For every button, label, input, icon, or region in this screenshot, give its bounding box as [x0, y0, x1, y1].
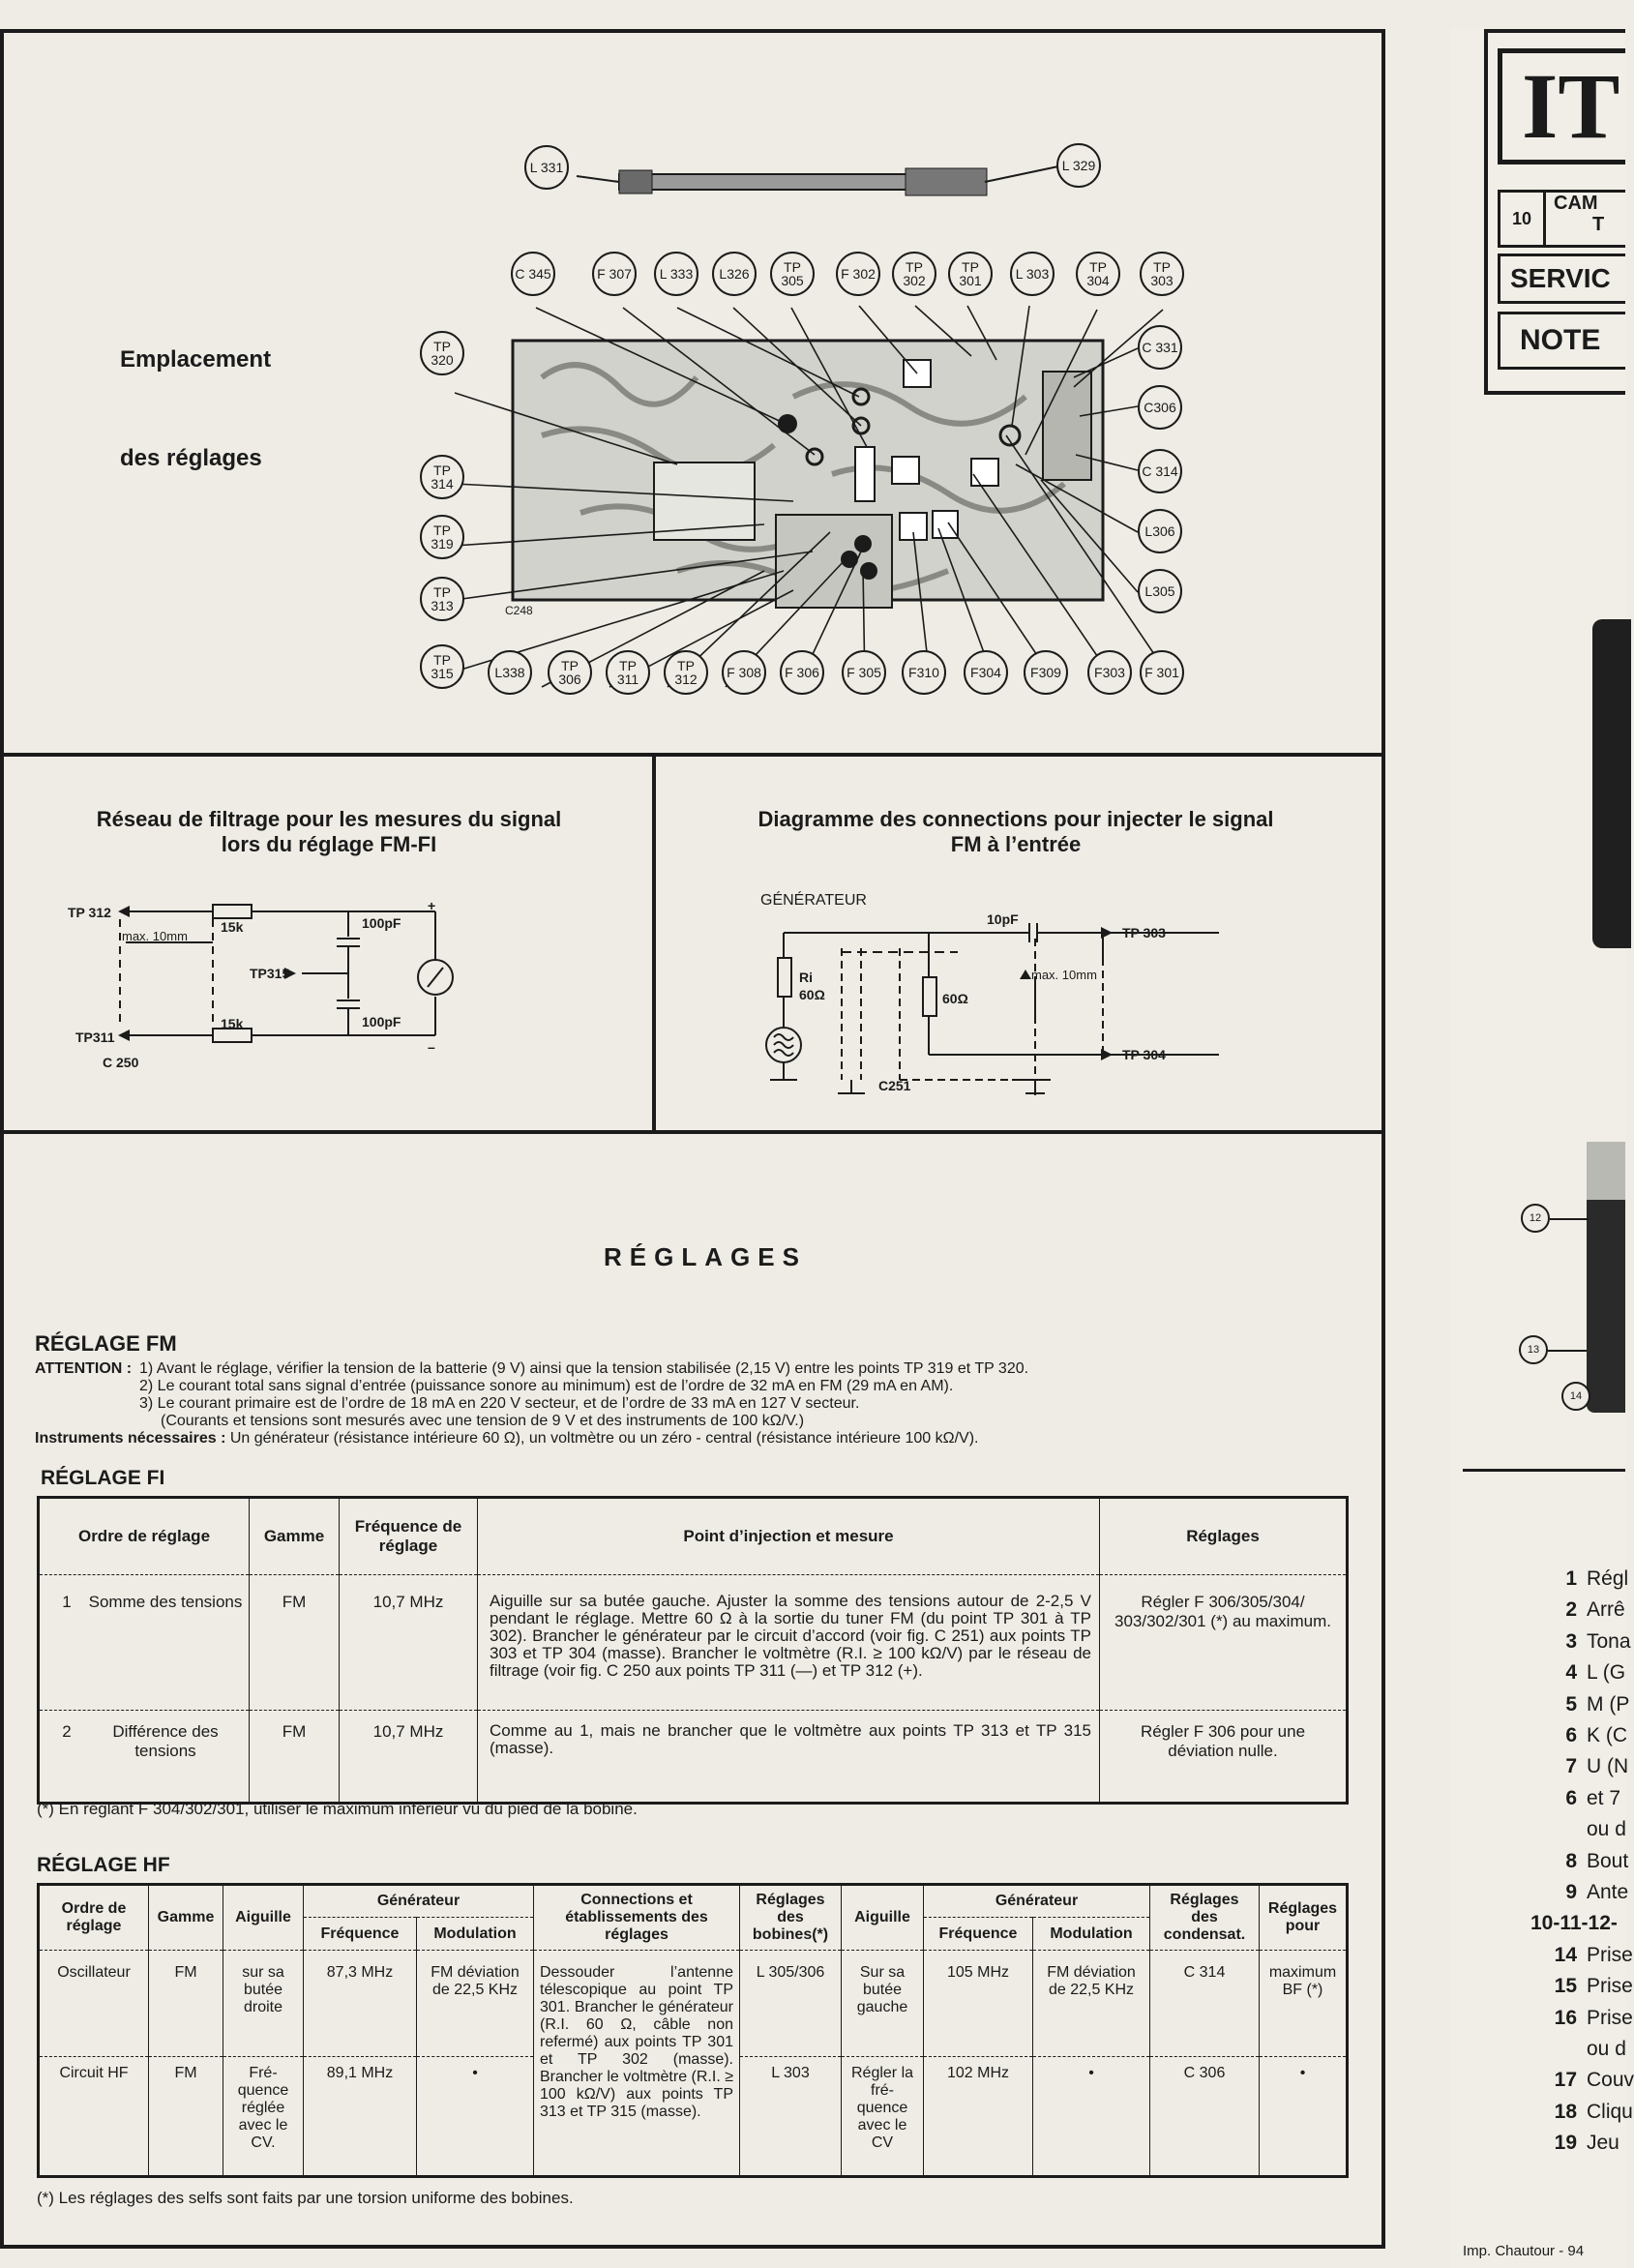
hf-header-frequence: Fréquence — [304, 1918, 417, 1951]
callout-left-tp320: TP 320 — [420, 331, 464, 375]
fi-row-2-point: Comme au 1, mais ne brancher que le voltmètre aux points TP 313 et TP 315 (masse). — [478, 1711, 1100, 1804]
filter-network-title: Réseau de filtrage pour les mesures du signal lors du réglage FM-FI — [96, 807, 562, 856]
callout-13-leader — [1548, 1350, 1587, 1352]
pcb-diagram — [0, 29, 1385, 753]
right-item: 1 Régl — [1565, 1567, 1629, 1590]
instruments-text: Un générateur (résistance intérieure 60 Ω), un voltmètre ou un zéro - central (résistance intérieure 100 kΩ/V). — [229, 1430, 979, 1447]
hf-row-2-gamme: FM — [149, 2057, 223, 2177]
hf-row-2-aiguille: Fré- quence réglée avec le CV. — [223, 2057, 304, 2177]
right-item: ou d — [1587, 1818, 1626, 1841]
callout-bottom-f303: F303 — [1087, 650, 1132, 695]
label-max-10mm: max. 10mm — [122, 929, 188, 943]
hf-connections-cell — [534, 1951, 740, 2177]
right-item: 9 Ante — [1565, 1881, 1629, 1903]
board-title-2: des réglages — [120, 445, 262, 471]
radio-handle — [1587, 1142, 1625, 1200]
callout-bottom-tp311: TP 311 — [606, 650, 650, 695]
fi-row-1-gamme: FM — [250, 1575, 340, 1711]
right-item: 15 Prise — [1554, 1975, 1633, 1998]
hf-header-aiguille-2: Aiguille — [842, 1885, 924, 1951]
callout-right-l306: L306 — [1138, 509, 1182, 553]
label-plus: + — [428, 898, 436, 913]
reglages-title: RÉGLAGES — [604, 1242, 807, 1271]
callout-row-f302: F 302 — [836, 252, 880, 296]
fi-row-2-n: 2 — [62, 1722, 72, 1741]
hf-row-1-freq-2: 105 MHz — [924, 1951, 1033, 2057]
hf-row-1-mod-2: FM déviation de 22,5 KHz — [1033, 1951, 1150, 2057]
label-c250: C 250 — [103, 1055, 139, 1070]
hf-row-2-pour: • — [1260, 2057, 1348, 2177]
attention-label: ATTENTION : — [35, 1360, 133, 1377]
imprint: Imp. Chautour - 94 — [1463, 2243, 1585, 2259]
label-ri: Ri — [799, 970, 813, 985]
logo-text: IT — [1522, 54, 1620, 158]
callout-bottom-tp306: TP 306 — [548, 650, 592, 695]
callout-13: 13 — [1519, 1335, 1548, 1364]
callout-bottom-l338: L338 — [488, 650, 532, 695]
note-label: NOTE — [1498, 312, 1625, 370]
hf-header-pour: Réglages pour — [1260, 1885, 1348, 1951]
callout-bottom-f301: F 301 — [1140, 650, 1184, 695]
label-tp304: TP 304 — [1122, 1047, 1166, 1062]
hf-row-1-mod: FM déviation de 22,5 KHz — [417, 1951, 534, 2057]
hf-header-aiguille: Aiguille — [223, 1885, 304, 1951]
issue-number: 10 — [1500, 193, 1546, 245]
callout-l329: L 329 — [1056, 143, 1101, 188]
fi-row-1 — [39, 1575, 1348, 1711]
hf-row-1-conn: Dessouder l’antenne télescopique au point TP 301. Brancher le générateur (R.I. 60 Ω, câble non refermé) aux points TP 301 et TP 302 (masse). — [540, 1964, 733, 2068]
right-item: 2 Arrê — [1565, 1598, 1625, 1622]
fi-header-point: Point d’injection et mesure — [478, 1498, 1100, 1575]
callout-row-tp302: TP 302 — [892, 252, 936, 296]
hf-row-1-ordre: Oscillateur — [57, 1964, 131, 1981]
right-item: 5 M (P — [1565, 1692, 1630, 1716]
hf-row-1-gamme: FM — [149, 1951, 223, 2057]
right-item: 14 Prise — [1554, 1943, 1633, 1966]
callout-12-leader — [1550, 1218, 1589, 1220]
label-15k-top: 15k — [221, 919, 244, 935]
label-100pf-bottom: 100pF — [362, 1014, 401, 1030]
callout-bottom-f309: F309 — [1024, 650, 1068, 695]
callout-row-c345: C 345 — [511, 252, 555, 296]
fi-header-gamme: Gamme — [250, 1498, 340, 1575]
hf-header-condensat: Réglages des condensat. — [1150, 1885, 1260, 1951]
right-item: 4 L (G — [1565, 1661, 1626, 1685]
attention-line-3: 3) Le courant primaire est de l’ordre de 18 mA en 220 V secteur, et de l’ordre de 33 mA en 127 V secteur. — [139, 1395, 860, 1412]
board-title-1: Emplacement — [120, 346, 272, 373]
label-tp312: TP 312 — [68, 905, 111, 920]
fi-header-frequence: Fréquence de réglage — [340, 1498, 478, 1575]
fi-header-ordre: Ordre de réglage — [39, 1498, 250, 1575]
attention-line-2: 2) Le courant total sans signal d’entrée (puissance sonore au minimum) est de l’ordre de 32 mA en FM (29 mA en AM). — [139, 1378, 954, 1394]
filter-network-diagram — [58, 890, 600, 1084]
right-item: 19 Jeu — [1554, 2132, 1619, 2155]
label-15k-bottom: 15k — [221, 1016, 244, 1031]
attention-line-1: 1) Avant le réglage, vérifier la tension de la batterie (9 V) ainsi que la tension stabilisée (2,15 V) entre les points TP 319 et TP 320. — [139, 1360, 1029, 1377]
hf-table — [37, 1883, 1349, 2178]
divider-2 — [0, 1130, 1385, 1134]
fi-row-2-gamme: FM — [250, 1711, 340, 1804]
hf-header-connections: Connections et établissements des réglages — [534, 1885, 740, 1951]
fi-row-1-reglages: Régler F 306/305/304/ 303/302/301 (*) au maximum. — [1100, 1575, 1348, 1711]
reglage-fi-heading: RÉGLAGE FI — [41, 1467, 165, 1489]
callout-12: 12 — [1521, 1204, 1550, 1233]
right-item: 10-11-12- — [1530, 1912, 1618, 1935]
hf-row-2-bob: L 303 — [740, 2057, 842, 2177]
callout-row-l303: L 303 — [1010, 252, 1055, 296]
fi-row-2-freq: 10,7 MHz — [340, 1711, 478, 1804]
callout-14: 14 — [1561, 1382, 1590, 1411]
hf-row-2-ordre: Circuit HF — [59, 2065, 129, 2081]
hf-row-1-aiguille: sur sa butée droite — [223, 1951, 304, 2057]
cable-l331-l329 — [577, 166, 1058, 195]
hf-row-2-freq: 89,1 MHz — [304, 2057, 417, 2177]
hf-header-generateur-2: Générateur — [924, 1885, 1150, 1918]
hf-row-1-aiguille-2: Sur sa butée gauche — [842, 1951, 924, 2057]
right-item: 18 Cliqu — [1554, 2100, 1633, 2123]
hf-row-2-mod-2: • — [1033, 2057, 1150, 2177]
issue-text-2: T — [1592, 214, 1605, 235]
label-max-10mm-2: max. 10mm — [1031, 968, 1097, 982]
callout-bottom-tp312: TP 312 — [664, 650, 708, 695]
instruments-label: Instruments nécessaires : — [35, 1430, 226, 1447]
right-item: 7 U (N — [1565, 1755, 1629, 1778]
right-item: 17 Couv — [1554, 2069, 1634, 2092]
label-minus: – — [428, 1039, 435, 1055]
hf-row-2-aiguille-2: Régler la fré- quence avec le CV — [842, 2057, 924, 2177]
fi-row-1-n: 1 — [62, 1593, 72, 1611]
callout-left-tp313: TP 313 — [420, 577, 464, 621]
right-item: 6 et 7 — [1565, 1786, 1621, 1809]
connection-diagram-title: Diagramme des connections pour injecter le signal FM à l’entrée — [758, 807, 1274, 856]
fi-note: (*) En réglant F 304/302/301, utiliser le maximum inférieur vu du pied de la bobine. — [37, 1800, 638, 1818]
hf-row-1 — [39, 1951, 1348, 2057]
callout-left-tp319: TP 319 — [420, 515, 464, 559]
divider-vertical — [652, 753, 656, 1132]
callout-row-tp304: TP 304 — [1076, 252, 1120, 296]
fi-row-2-reglages: Régler F 306 pour une déviation nulle. — [1100, 1711, 1348, 1804]
fi-table — [37, 1496, 1349, 1805]
hf-row-2-conn: Brancher le voltmètre (R.I. ≥ 100 kΩ/V) aux points TP 313 et TP 315 (masse). — [540, 2069, 733, 2120]
label-c248: C248 — [505, 604, 533, 617]
issue-text-1: CAM — [1554, 193, 1598, 214]
callout-right-c314: C 314 — [1138, 449, 1182, 493]
issue-box — [1498, 190, 1625, 248]
label-generateur: GÉNÉRATEUR — [760, 892, 867, 909]
callout-bottom-f305: F 305 — [842, 650, 886, 695]
servic-label: SERVIC — [1498, 254, 1625, 304]
hf-header-frequence-2: Fréquence — [924, 1918, 1033, 1951]
fi-row-2-ordre: Différence des tensions — [112, 1722, 219, 1760]
label-100pf-top: 100pF — [362, 915, 401, 931]
hf-header-modulation-2: Modulation — [1033, 1918, 1150, 1951]
callout-row-tp305: TP 305 — [770, 252, 815, 296]
label-60-ohm: 60Ω — [942, 991, 968, 1006]
right-item: 8 Bout — [1565, 1849, 1629, 1872]
hf-header-bobines: Réglages des bobines(*) — [740, 1885, 842, 1951]
callout-row-tp301: TP 301 — [948, 252, 993, 296]
fi-row-1-freq: 10,7 MHz — [340, 1575, 478, 1711]
right-divider — [1463, 1469, 1625, 1472]
attention-line-4: (Courants et tensions sont mesurés avec une tension de 9 V et des instruments de 100 kΩ/V.) — [161, 1413, 805, 1429]
hf-header-gamme: Gamme — [149, 1885, 223, 1951]
callout-left-tp314: TP 314 — [420, 455, 464, 499]
reglage-hf-heading: RÉGLAGE HF — [37, 1854, 170, 1876]
callout-right-c306: C306 — [1138, 385, 1182, 430]
callout-right-c331: C 331 — [1138, 325, 1182, 370]
fi-row-1-ordre: Somme des tensions — [88, 1593, 243, 1611]
hf-header-ordre: Ordre de réglage — [39, 1885, 149, 1951]
hf-row-2-freq-2: 102 MHz — [924, 2057, 1033, 2177]
label-tp311: TP311 — [75, 1030, 115, 1045]
hf-note: (*) Les réglages des selfs sont faits par une torsion uniforme des bobines. — [37, 2189, 574, 2207]
callout-row-tp303: TP 303 — [1140, 252, 1184, 296]
logo-box — [1498, 48, 1625, 164]
callout-bottom-f304: F304 — [964, 650, 1008, 695]
callout-bottom-f308: F 308 — [722, 650, 766, 695]
radio-photo-1 — [1592, 619, 1631, 948]
fi-row-2 — [39, 1711, 1348, 1804]
right-item: ou d — [1587, 2038, 1626, 2060]
callout-bottom-f306: F 306 — [780, 650, 824, 695]
label-tp315: TP315 — [250, 966, 290, 981]
hf-row-1-pour: maximum BF (*) — [1260, 1951, 1348, 2057]
hf-row-1-bob: L 305/306 — [740, 1951, 842, 2057]
callout-l331: L 331 — [524, 145, 569, 190]
hf-row-2-cond: C 306 — [1150, 2057, 1260, 2177]
right-item: 6 K (C — [1565, 1724, 1627, 1746]
hf-row-2-mod: • — [417, 2057, 534, 2177]
fi-row-1-point: Aiguille sur sa butée gauche. Ajuster la somme des tensions autour de 2-2,5 V pendant le réglage. Mettre 60 Ω à la sortie du tuner FM (du point TP 301 à TP 302). Brancher le générateur par le circuit d’accord (voir fig. C 251) aux points TP 303 et TP 304 (masse). Brancher le voltmètre (R.I. ≥ 100 kΩ/V) par le réseau de filtrage (voir fig. C 250 aux points TP 311 (—) et TP 312 (+). — [478, 1575, 1100, 1711]
label-c251: C251 — [878, 1078, 911, 1093]
right-item: 16 Prise — [1554, 2006, 1633, 2029]
reglage-fm-heading: RÉGLAGE FM — [35, 1331, 177, 1356]
right-item: 3 Tona — [1565, 1629, 1631, 1653]
callout-bottom-f310: F310 — [902, 650, 946, 695]
callout-row-f307: F 307 — [592, 252, 637, 296]
callout-row-l333: L 333 — [654, 252, 698, 296]
callout-left-tp315: TP 315 — [420, 644, 464, 689]
hf-row-1-cond: C 314 — [1150, 1951, 1260, 2057]
label-tp303: TP 303 — [1122, 925, 1166, 940]
label-ri-val: 60Ω — [799, 987, 825, 1002]
attention-block — [35, 1360, 1370, 1447]
hf-header-modulation: Modulation — [417, 1918, 534, 1951]
pcb-board — [513, 341, 1103, 608]
hf-row-1-freq: 87,3 MHz — [304, 1951, 417, 2057]
label-10pf: 10pF — [987, 911, 1019, 927]
callout-right-l305: L305 — [1138, 569, 1182, 613]
callout-row-l326: L326 — [712, 252, 757, 296]
divider-1 — [0, 753, 1385, 757]
fi-header-reglages: Réglages — [1100, 1498, 1348, 1575]
hf-header-generateur: Générateur — [304, 1885, 534, 1918]
